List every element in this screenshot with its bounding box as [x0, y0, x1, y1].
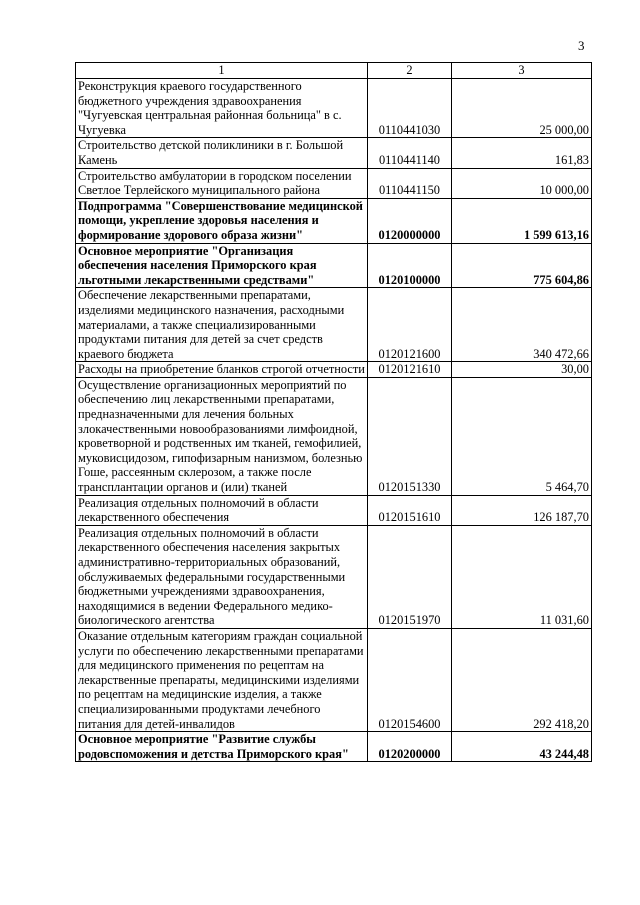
table-row — [76, 288, 592, 362]
row-code: 0120121600 — [368, 288, 452, 362]
row-sum: 292 418,20 — [452, 628, 592, 731]
table-row — [76, 79, 592, 138]
budget-table — [75, 62, 592, 762]
row-sum: 1 599 613,16 — [452, 198, 592, 243]
row-name: Подпрограмма "Совершенствование медицинской помощи, укрепление здоровья населения и формирование здорового образа жизни" — [76, 198, 368, 243]
row-sum: 25 000,00 — [452, 79, 592, 138]
row-code: 0110441030 — [368, 79, 452, 138]
table-row — [76, 138, 592, 168]
row-sum: 161,83 — [452, 138, 592, 168]
row-sum: 340 472,66 — [452, 288, 592, 362]
table-row — [76, 168, 592, 198]
row-name: Обеспечение лекарственными препаратами, изделиями медицинского назначения, расходными материалами, а также специализированными продуктами питания для детей за счет средств краевого бюджета — [76, 288, 368, 362]
row-sum: 775 604,86 — [452, 243, 592, 288]
row-code: 0120200000 — [368, 732, 452, 762]
table-row — [76, 495, 592, 525]
row-sum: 11 031,60 — [452, 525, 592, 628]
page-number: 3 — [578, 38, 585, 53]
row-name: Расходы на приобретение бланков строгой отчетности — [76, 362, 368, 378]
row-sum: 30,00 — [452, 362, 592, 378]
row-sum: 10 000,00 — [452, 168, 592, 198]
row-code: 0120151330 — [368, 377, 452, 495]
row-code: 0120100000 — [368, 243, 452, 288]
row-name: Осуществление организационных мероприятий по обеспечению лиц лекарственными препаратами, предназначенными для лечения больных злокачественными новообразованиями лимфоидной, кроветворной и родственных им тканей, гемофилией, муковисцидозом, гипофизарным нанизмом, болезнью Гоше, рассеянным склерозом, а также после трансплантации органов и (или) тканей — [76, 377, 368, 495]
row-code: 0120000000 — [368, 198, 452, 243]
row-code: 0120151970 — [368, 525, 452, 628]
column-header-sum: 3 — [452, 63, 592, 79]
row-code: 0120121610 — [368, 362, 452, 378]
row-sum: 5 464,70 — [452, 377, 592, 495]
row-code: 0110441150 — [368, 168, 452, 198]
row-name: Реализация отдельных полномочий в области лекарственного обеспечения — [76, 495, 368, 525]
row-name: Реализация отдельных полномочий в области лекарственного обеспечения населения закрытых административно-территориальных образований, обслуживаемых федеральными государственными бюджетными учреждениями здравоохранения, находящимися в ведении Федерального медико-биологического агентства — [76, 525, 368, 628]
row-sum: 126 187,70 — [452, 495, 592, 525]
row-code: 0120154600 — [368, 628, 452, 731]
row-name: Строительство детской поликлиники в г. Большой Камень — [76, 138, 368, 168]
table-row — [76, 243, 592, 288]
row-name: Реконструкция краевого государственного бюджетного учреждения здравоохранения "Чугуевская центральная районная больница" в с. Чугуевка — [76, 79, 368, 138]
table-header-row — [76, 63, 592, 79]
table-row — [76, 377, 592, 495]
row-code: 0120151610 — [368, 495, 452, 525]
column-header-code: 2 — [368, 63, 452, 79]
row-name: Оказание отдельным категориям граждан социальной услуги по обеспечению лекарственными препаратами для медицинского применения по рецептам на лекарственные препараты, медицинскими изделиями по рецептам на медицинские изделия, а также специализированными продуктами лечебного питания для детей-инвалидов — [76, 628, 368, 731]
table-row — [76, 628, 592, 731]
table-row — [76, 198, 592, 243]
row-sum: 43 244,48 — [452, 732, 592, 762]
row-name: Основное мероприятие "Организация обеспечения населения Приморского края льготными лекарственными средствами" — [76, 243, 368, 288]
table-row — [76, 732, 592, 762]
row-name: Основное мероприятие "Развитие службы родовспоможения и детства Приморского края" — [76, 732, 368, 762]
table-row — [76, 525, 592, 628]
table-row — [76, 362, 592, 378]
row-name: Строительство амбулатории в городском поселении Светлое Терлейского муниципального района — [76, 168, 368, 198]
column-header-name: 1 — [76, 63, 368, 79]
row-code: 0110441140 — [368, 138, 452, 168]
